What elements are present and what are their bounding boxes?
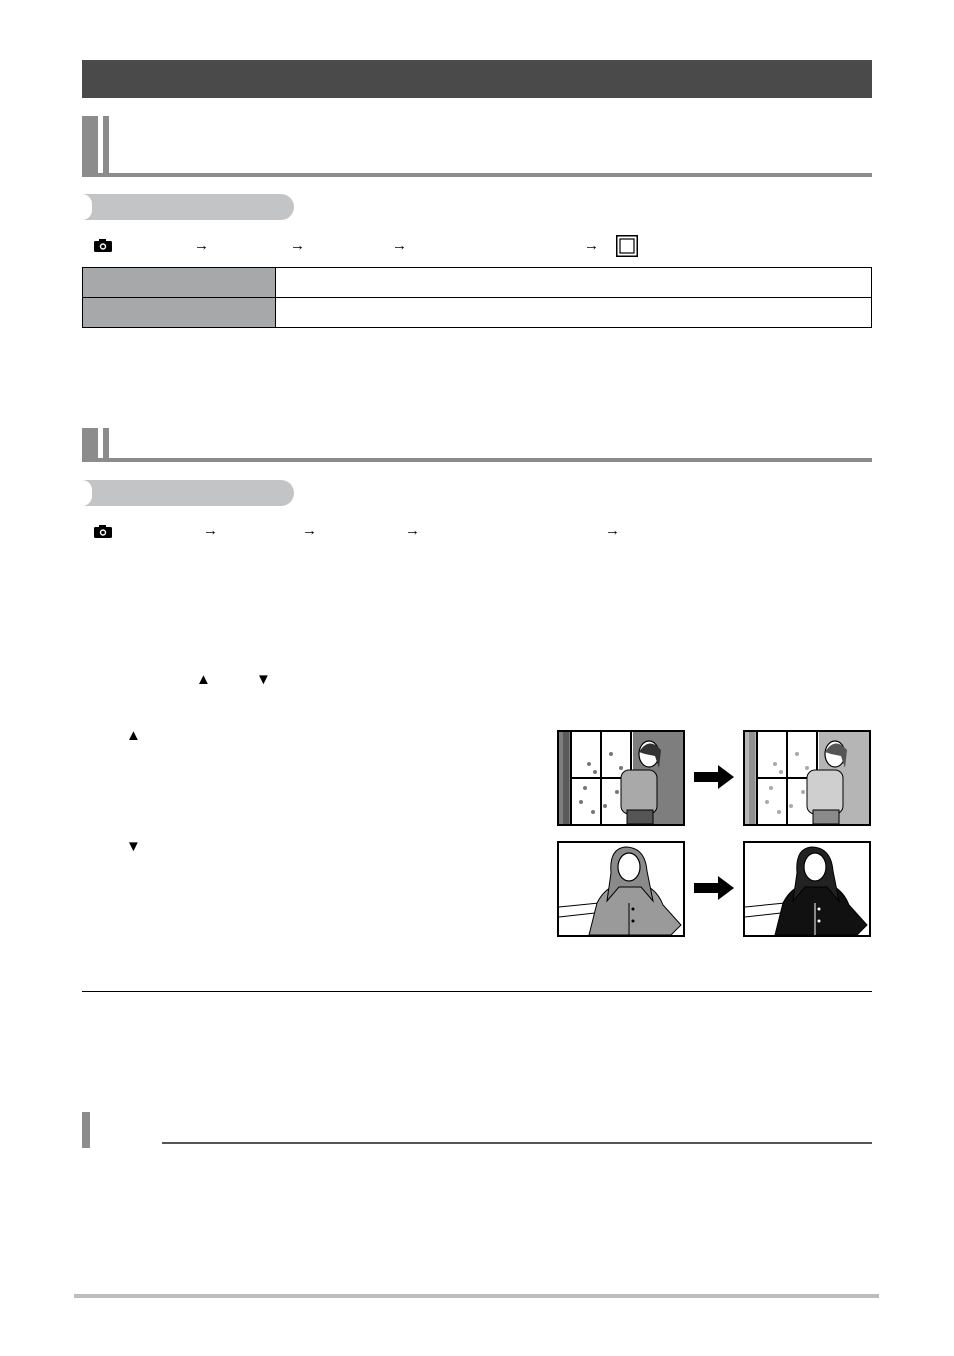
- table-row: [83, 298, 872, 328]
- section-1-marker-thin: [103, 116, 109, 174]
- note-marker: [82, 1112, 90, 1148]
- settings-table: [82, 267, 872, 328]
- section-2-marker-thick: [82, 428, 98, 460]
- section-1-rule: [82, 173, 872, 177]
- camera-icon: [94, 239, 112, 252]
- section-1-marker-thick: [82, 116, 98, 174]
- right-arrow-icon: →: [203, 522, 218, 539]
- right-arrow-icon: →: [605, 522, 620, 539]
- section-divider: [82, 991, 872, 992]
- right-arrow-icon: →: [194, 237, 209, 254]
- arrow-right-icon: [694, 765, 734, 789]
- table-value-cell: [276, 298, 872, 328]
- down-triangle-icon: ▼: [256, 671, 271, 688]
- footer-rule: [74, 1294, 879, 1298]
- right-arrow-icon: →: [302, 522, 317, 539]
- section-2-rule: [82, 458, 872, 462]
- illustration-window-after: [743, 730, 871, 826]
- right-arrow-icon: →: [392, 237, 407, 254]
- arrow-right-icon: [694, 876, 734, 900]
- up-triangle-icon: ▲: [196, 671, 211, 688]
- procedure-pill-1: [82, 194, 294, 220]
- illustration-portrait-after: [743, 841, 871, 937]
- up-triangle-icon: ▲: [126, 727, 141, 744]
- illustration-window-before: [557, 730, 685, 826]
- table-key-cell: [83, 298, 276, 328]
- table-value-cell: [276, 268, 872, 298]
- right-arrow-icon: →: [584, 237, 599, 254]
- pill-notch: [82, 480, 92, 506]
- note-rule: [162, 1142, 872, 1144]
- procedure-pill-2: [82, 480, 294, 506]
- right-arrow-icon: →: [290, 237, 305, 254]
- illustration-portrait-before: [557, 841, 685, 937]
- section-2-marker-thin: [103, 428, 109, 460]
- pill-notch: [82, 194, 92, 220]
- table-key-cell: [83, 268, 276, 298]
- table-row: [83, 268, 872, 298]
- down-triangle-icon: ▼: [126, 838, 141, 855]
- camera-icon: [94, 525, 112, 538]
- single-frame-icon: [616, 235, 638, 257]
- chapter-banner: [82, 60, 872, 98]
- right-arrow-icon: →: [405, 522, 420, 539]
